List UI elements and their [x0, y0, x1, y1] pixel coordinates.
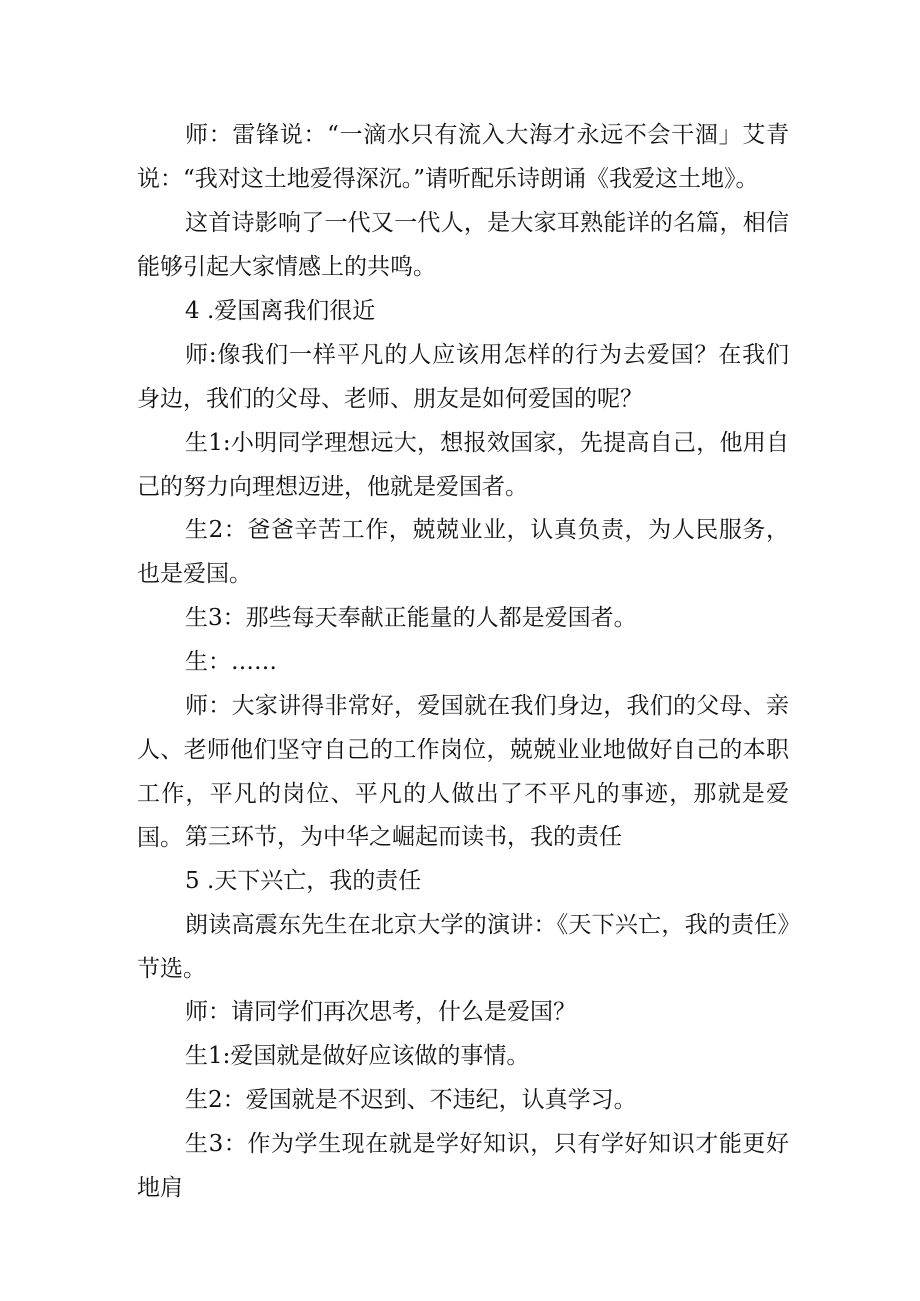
paragraph-12: 生2：爱国就是不迟到、不违纪，认真学习。	[185, 1087, 637, 1113]
section-heading-3: 第三环节，为中华之崛起而读书，我的责任	[185, 824, 622, 850]
section-heading-5: 5 .天下兴亡，我的责任	[185, 868, 422, 894]
paragraph-10: 师：请同学们再次思考，什么是爱国？	[185, 999, 576, 1025]
paragraph-7: 生：……	[185, 649, 277, 675]
paragraph-9: 朗读高震东先生在北京大学的演讲：《天下兴亡，我的责任》节选。	[137, 912, 789, 982]
paragraph-13: 生3：作为学生现在就是学好知识，只有学好知识才能更好地肩	[137, 1131, 789, 1201]
paragraph-4: 生1:小明同学理想远大，想报效国家，先提高自己，他用自己的努力向理想迈进，他就是爱国者。	[137, 430, 789, 500]
paragraph-8: 师：大家讲得非常好，爱国就在我们身边，我们的父母、亲人、老师他们坚守自己的工作岗位，兢兢业业地做好自己的本职工作，平凡的岗位、平凡的人做出了不平凡的事迹，那就是爱国。	[137, 693, 789, 851]
paragraph-1: 师：雷锋说：“一滴水只有流入大海才永远不会干涸」艾青说：“我对这土地爱得深沉。”请听配乐诗朗诵《我爱这土地》。	[137, 122, 789, 192]
paragraph-6: 生3：那些每天奉献正能量的人都是爱国者。	[185, 605, 637, 631]
paragraph-2: 这首诗影响了一代又一代人，是大家耳熟能详的名篇，相信能够引起大家情感上的共鸣。	[137, 210, 789, 280]
paragraph-11: 生1:爱国就是做好应该做的事情。	[185, 1043, 530, 1069]
paragraph-5: 生2：爸爸辛苦工作，兢兢业业，认真负责，为人民服务，也是爱国。	[137, 517, 789, 587]
paragraph-3: 师:像我们一样平凡的人应该用怎样的行为去爱国？在我们身边，我们的父母、老师、朋友是如何爱国的呢？	[137, 342, 789, 412]
section-heading-4: 4 .爱国离我们很近	[185, 298, 376, 324]
